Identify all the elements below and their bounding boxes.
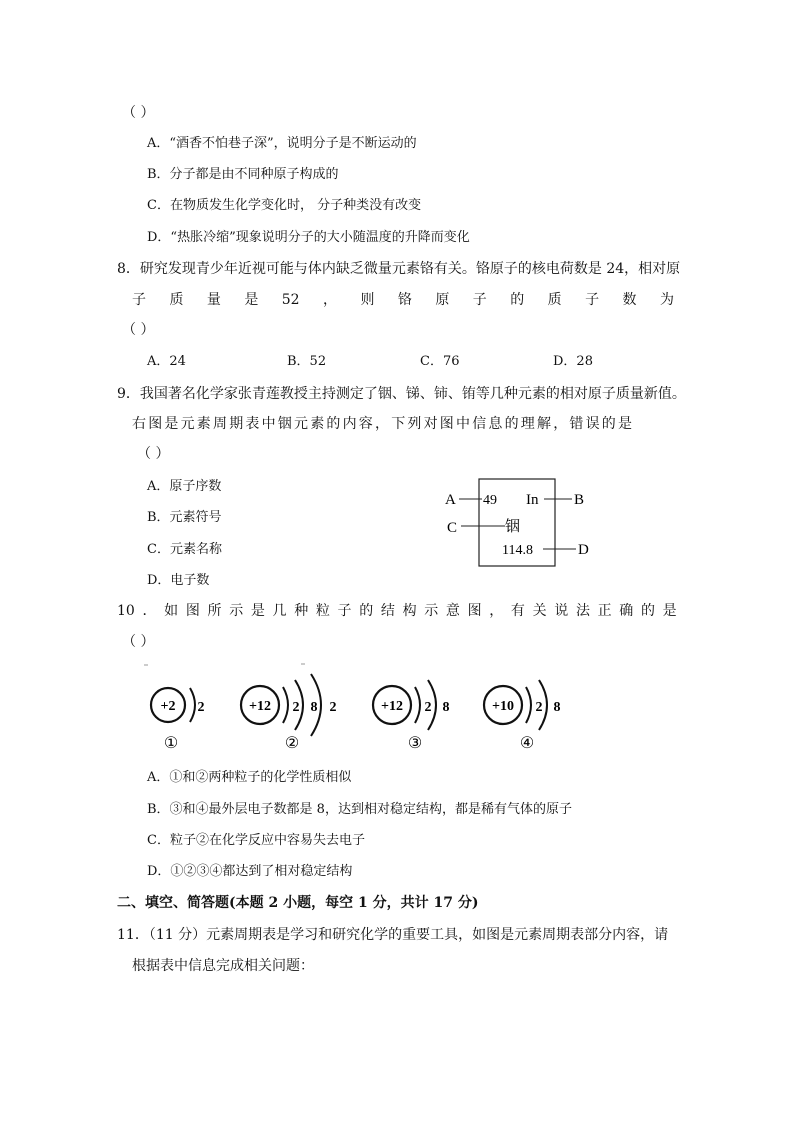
q9-stem-line1: 9．我国著名化学家张青莲教授主持测定了铟、锑、铈、铕等几种元素的相对原子质量新值。 [117,386,686,402]
indium-element-cell-figure [440,474,600,574]
q10-word: 所 [207,603,222,619]
q8-word: 子 [585,292,600,308]
atomic-structure-figure [130,660,590,755]
electron-shell-arc [190,688,195,722]
shell-electron-count: 2 [197,700,205,715]
q10-word: ． [142,603,157,619]
q10-word: 关 [532,603,547,619]
element-name: 铟 [505,519,521,535]
q10-word: 子 [337,603,352,619]
q10-word: 粒 [315,603,330,619]
q10-word: 种 [294,603,309,619]
q11-stem-line2: 根据表中信息完成相关问题： [132,958,314,974]
shell-electron-count: 2 [535,700,543,715]
q7-option-a: A．“酒香不怕巷子深”，说明分子是不断运动的 [147,136,417,151]
q9-stem-line2: 右图是元素周期表中铟元素的内容，下列对图中信息的理解，错误的是 [132,416,635,432]
q9-option-a: A．原子序数 [147,479,222,494]
section-heading: 二、填空、简答题(本题 2 小题，每空 1 分，共计 17 分) [117,895,479,911]
q10-word: 确 [619,603,634,619]
q10-option-c: C．粒子②在化学反应中容易失去电子 [147,833,365,848]
shell-electron-count: 8 [310,700,318,715]
q8-word: 子 [132,292,146,308]
pointer-label-c: C [447,520,458,536]
q8-word: 质 [547,292,562,308]
q7-answer-paren: （ ） [122,105,155,121]
q8-word: 质 [169,292,184,308]
q10-word: 正 [597,603,612,619]
q10-word: 几 [272,603,287,619]
q8-word: 则 [360,292,375,308]
q10-answer-paren: （ ） [122,634,155,650]
electron-shell-arc [283,687,288,723]
q10-word: 结 [380,603,395,619]
shell-electron-count: 2 [292,700,300,715]
shell-electron-count: 8 [553,700,561,715]
q10-word: 的 [359,603,374,619]
q10-word: 10 [117,603,135,619]
electron-shell-arc [526,687,531,723]
q8-word: 的 [510,292,525,308]
nucleus-charge: +12 [381,699,403,714]
atom-diagram-1 [151,688,205,752]
q8-word: 52 [281,292,300,308]
q10-word: 图 [185,603,200,619]
nucleus-charge: +12 [249,699,271,714]
atom-diagram-3 [373,680,450,752]
shell-electron-count: 8 [442,700,450,715]
q10-option-a: A．①和②两种粒子的化学性质相似 [147,770,352,785]
q8-word: 量 [206,292,221,308]
q9-option-b: B．元素符号 [147,510,222,525]
q8-word: ， [323,292,338,308]
q8-word: 是 [244,292,259,308]
q10-word: 示 [229,603,244,619]
pointer-label-a: A [445,492,456,508]
nucleus-charge: +10 [492,699,514,714]
shell-electron-count: 2 [329,700,337,715]
pointer-label-b: B [574,492,585,508]
q10-word: 意 [445,603,460,619]
q9-option-c: C．元素名称 [147,542,222,557]
q10-word: 是 [662,603,677,619]
nucleus-charge: +2 [160,699,176,714]
q8-word: 为 [659,292,674,308]
q8-option-b: B．52 [287,354,327,369]
shell-electron-count: 2 [424,700,432,715]
atomic-number: 49 [483,493,497,508]
pointer-label-d: D [578,542,589,558]
q10-option-b: B．③和④最外层电子数都是 8，达到相对稳定结构，都是稀有气体的原子 [147,802,572,817]
q10-word: 如 [164,603,179,619]
q10-word: 示 [424,603,439,619]
q10-option-d: D．①②③④都达到了相对稳定结构 [147,864,353,879]
element-symbol: In [526,492,539,508]
q8-word: 原 [435,292,450,308]
q8-option-c: C．76 [420,354,460,369]
q8-option-d: D．28 [553,354,593,369]
q7-option-d: D．“热胀冷缩”现象说明分子的大小随温度的升降而变化 [147,230,470,245]
q8-stem-line1: 8．研究发现青少年近视可能与体内缺乏微量元素铬有关。铬原子的核电荷数是 24，相对原 [117,261,681,277]
q7-option-c: C．在物质发生化学变化时， 分子种类没有改变 [147,198,422,213]
atom-diagram-4 [484,680,561,752]
atom-label: ④ [519,735,535,752]
q10-word: 是 [250,603,265,619]
q10-word: 图 [467,603,482,619]
q9-answer-paren: （ ） [137,446,170,462]
q10-word: 有 [510,603,525,619]
q8-stem-line2 [132,290,674,310]
q8-word: 铬 [397,292,412,308]
q10-word: 法 [575,603,590,619]
q8-word: 子 [472,292,487,308]
q10-word: ， [489,603,504,619]
q10-stem-line1 [117,601,677,621]
q11-stem-line1: 11．（11 分）元素周期表是学习和研究化学的重要工具，如图是元素周期表部分内容，请 [117,927,669,943]
atomic-mass: 114.8 [502,543,533,558]
q10-word: 的 [640,603,655,619]
q8-word: 数 [622,292,637,308]
q10-word: 构 [402,603,417,619]
electron-shell-arc [415,687,420,723]
atom-diagram-2 [241,674,337,752]
atom-label: ③ [407,735,423,752]
q8-option-a: A．24 [147,354,186,369]
atom-label: ② [284,735,300,752]
q10-word: 说 [554,603,569,619]
q8-answer-paren: （ ） [122,322,155,338]
q9-option-d: D．电子数 [147,573,210,588]
atom-label: ① [163,735,179,752]
q7-option-b: B．分子都是由不同种原子构成的 [147,167,339,182]
